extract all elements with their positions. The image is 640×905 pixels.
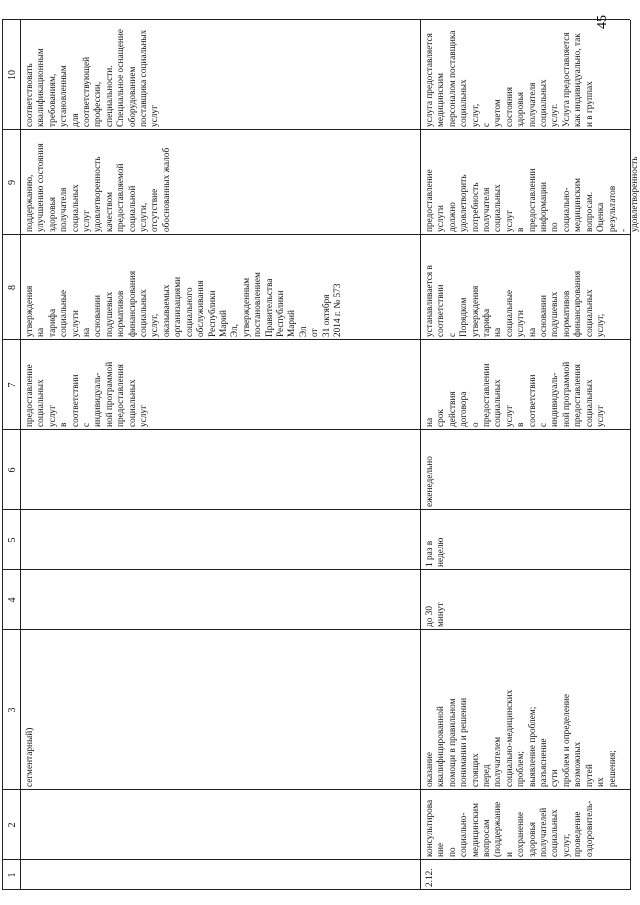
text-line: - xyxy=(618,228,629,232)
cont-col3-text xyxy=(25,728,36,787)
grid-vertical-line xyxy=(2,859,630,860)
text-line: услуг xyxy=(504,405,515,427)
text-line: состояния xyxy=(504,86,515,127)
text-line: соответствии xyxy=(70,374,81,427)
text-line: информации xyxy=(539,181,550,232)
text-line: услуг, xyxy=(150,313,161,337)
text-line: на xyxy=(36,327,47,337)
text-line: социальных xyxy=(139,289,150,337)
text-line: медицинским xyxy=(436,72,447,127)
text-line: профессии, xyxy=(93,81,104,127)
text-line: устанавливается в xyxy=(425,265,435,337)
text-line: нормативов xyxy=(561,290,572,337)
text-line: с xyxy=(447,332,458,337)
text-line: организациями xyxy=(173,276,184,337)
header-cell-6: 6 xyxy=(7,467,18,473)
text-line: утверждения xyxy=(25,285,35,337)
text-line: неделю xyxy=(436,537,447,567)
text-line: по xyxy=(550,222,561,232)
text-line: и в группах xyxy=(584,81,595,127)
text-line: соответствующей xyxy=(82,56,93,127)
text-line: по xyxy=(447,847,458,857)
text-line: социальных xyxy=(36,379,47,427)
text-line: финансирования xyxy=(127,270,138,337)
text-line: медицинским xyxy=(470,802,481,857)
text-line: социальных xyxy=(70,184,81,232)
text-line: учетом xyxy=(493,99,504,127)
text-line: персоналом поставщика xyxy=(447,30,458,127)
text-line: на xyxy=(425,417,435,427)
text-line: установленным xyxy=(59,65,70,127)
text-line: соответствии xyxy=(527,374,538,427)
text-line: до 30 xyxy=(425,606,435,627)
text-line: предоставление xyxy=(425,169,435,232)
page-number: 45 xyxy=(595,15,610,29)
text-line: предоставление xyxy=(25,364,35,427)
text-line: социального xyxy=(184,287,195,337)
row-col10-text xyxy=(425,31,596,127)
text-line: получателя xyxy=(59,187,70,232)
grid-horizontal-line xyxy=(2,20,3,890)
text-line: сегментарный) xyxy=(25,727,35,787)
row-col6-text xyxy=(425,456,436,507)
text-line: как индивидуально, так xyxy=(573,33,584,127)
text-line: срок xyxy=(436,409,447,427)
grid-vertical-line xyxy=(2,569,630,570)
text-line: Марий xyxy=(287,310,298,337)
grid-vertical-line xyxy=(2,889,630,890)
text-line: ние xyxy=(436,842,447,857)
text-line: удовлетворенность xyxy=(630,156,640,232)
text-line: с xyxy=(482,122,493,127)
text-line: социальной xyxy=(127,185,138,232)
text-line: предоставления xyxy=(573,364,584,427)
text-line: еженедельно xyxy=(425,456,435,507)
header-cell-4: 4 xyxy=(7,597,18,603)
grid-horizontal-line xyxy=(420,20,421,890)
text-line: Республики xyxy=(207,290,218,337)
header-cell-7: 7 xyxy=(7,382,18,388)
text-line: социальных xyxy=(127,379,138,427)
text-line: нормативов xyxy=(116,290,127,337)
text-line: результатов xyxy=(607,185,618,232)
text-line: удовлетворить xyxy=(459,174,470,232)
text-line: предоставляемой xyxy=(116,163,127,232)
text-line: ной программой xyxy=(561,361,572,427)
grid-vertical-line xyxy=(2,509,630,510)
text-line: удовлетворенность xyxy=(93,156,104,232)
text-line: для xyxy=(70,113,81,127)
text-line: услуг, xyxy=(596,313,607,337)
text-line: оздоровитель- xyxy=(584,800,595,857)
text-line: обслуживания xyxy=(196,280,207,337)
grid-horizontal-line xyxy=(20,20,21,890)
text-line: оборудованием xyxy=(127,66,138,127)
text-line: услуга предоставляется xyxy=(425,33,435,127)
text-line: здоровья xyxy=(527,821,538,857)
text-line: услуг, xyxy=(470,103,481,127)
text-line: улучшению состояния xyxy=(36,143,47,232)
text-line: 31 октября xyxy=(321,294,332,337)
text-line: основании xyxy=(93,295,104,337)
grid-vertical-line xyxy=(2,629,630,630)
text-line: Порядком xyxy=(459,297,470,337)
text-line: оказание xyxy=(425,751,435,787)
text-line: и xyxy=(504,852,515,857)
header-cell-1: 1 xyxy=(7,872,18,878)
text-line: услуги xyxy=(70,310,81,337)
text-line: услуг xyxy=(504,210,515,232)
text-line: социально- xyxy=(561,187,572,232)
text-line: Оценка xyxy=(596,202,607,232)
header-cell-8: 8 xyxy=(7,285,18,290)
text-line: с xyxy=(82,422,93,427)
text-line: тарифа xyxy=(482,308,493,337)
text-line: медицинским xyxy=(573,177,584,232)
text-line: 1 раз в xyxy=(425,540,435,567)
text-line: возможных xyxy=(573,741,584,787)
text-line: услуги, xyxy=(139,202,150,232)
text-line: в xyxy=(516,422,527,427)
text-line: основании xyxy=(539,295,550,337)
text-line: в xyxy=(516,227,527,232)
text-line: утвержденным xyxy=(241,277,252,337)
text-line: минут xyxy=(436,602,447,627)
text-line: проблем и определение xyxy=(561,693,572,787)
text-line: квалифицированной xyxy=(436,706,447,787)
text-line: требованиям, xyxy=(47,73,58,127)
cont-col8-text xyxy=(25,271,344,337)
cont-col7-text xyxy=(25,362,150,427)
text-line: Специальное оснащение xyxy=(116,29,127,127)
cont-col9-text xyxy=(25,143,173,232)
text-line: подушевых xyxy=(550,291,561,337)
text-line: специальности. xyxy=(104,65,115,127)
text-line: услуги xyxy=(516,310,527,337)
text-line: получателя xyxy=(527,82,538,127)
text-line: проведение xyxy=(573,811,584,857)
text-line: сохранение xyxy=(516,811,527,857)
text-line: постановлением xyxy=(253,272,264,337)
text-line: услуг, xyxy=(561,833,572,857)
text-line: отсутствие xyxy=(150,188,161,232)
text-line: услуг xyxy=(150,105,161,127)
text-line: подушевых xyxy=(104,291,115,337)
text-line: выявление проблем; xyxy=(527,706,538,787)
text-line: (поддержание xyxy=(493,801,504,857)
text-line: услуг xyxy=(596,405,607,427)
text-line: сути xyxy=(550,769,561,787)
text-line: квалификационным xyxy=(36,48,47,127)
text-line: поддержанию, xyxy=(25,174,35,232)
text-line: услуг xyxy=(82,210,93,232)
text-line: финансирования xyxy=(573,270,584,337)
text-line: помощи в правильном xyxy=(447,698,458,787)
text-line: социальных xyxy=(493,184,504,232)
text-line: стоящих xyxy=(470,753,481,787)
grid-vertical-line xyxy=(2,129,630,130)
text-line: соответствии xyxy=(436,284,447,337)
text-line: услуг xyxy=(47,405,58,427)
text-line: здоровья xyxy=(47,196,58,232)
grid-vertical-line xyxy=(2,339,630,340)
row-col4-text xyxy=(425,602,448,627)
text-line: обоснованных жалоб xyxy=(161,147,172,232)
grid-vertical-line xyxy=(2,19,630,20)
header-cell-5: 5 xyxy=(7,537,18,543)
text-line: социально- xyxy=(459,812,470,857)
text-line: Правительства xyxy=(264,278,275,337)
text-line: на xyxy=(493,327,504,337)
text-line: социально-медицинских xyxy=(504,689,515,787)
header-cell-2: 2 xyxy=(7,822,18,828)
text-line: Эл, xyxy=(230,324,241,337)
text-line: путей xyxy=(584,764,595,787)
row-col7-text xyxy=(425,362,608,427)
row-col5-text xyxy=(425,538,448,567)
text-line: качеством xyxy=(104,191,115,232)
text-line: от xyxy=(310,328,321,337)
text-line: социальных xyxy=(539,79,550,127)
text-line: Марий xyxy=(218,310,229,337)
text-line: в xyxy=(59,422,70,427)
text-line: услуг. xyxy=(550,103,561,127)
text-line: получателей xyxy=(539,807,550,857)
row-col8-text xyxy=(425,265,608,337)
text-line: предоставлении xyxy=(527,168,538,232)
row-col9-text xyxy=(425,156,640,232)
text-line: на xyxy=(82,327,93,337)
text-line: вопросам. xyxy=(584,191,595,232)
text-line: о xyxy=(470,422,481,427)
row-col3-text xyxy=(425,690,619,787)
text-line: социальных xyxy=(550,809,561,857)
text-line: вопросам xyxy=(482,819,493,857)
text-line: индивидуаль- xyxy=(550,372,561,427)
text-line: социальных xyxy=(584,289,595,337)
text-line: услуги xyxy=(436,205,447,232)
text-line: консультирова xyxy=(425,799,435,857)
text-line: их xyxy=(596,777,607,787)
text-line: потребность xyxy=(470,182,481,232)
text-line: ной программой xyxy=(104,361,115,427)
text-line: перед xyxy=(482,764,493,787)
text-line: Эл xyxy=(298,326,309,337)
row-number: 2.12. xyxy=(425,868,435,887)
grid-vertical-line xyxy=(2,789,630,790)
text-line: на xyxy=(527,327,538,337)
text-line: индивидуаль- xyxy=(93,372,104,427)
text-line: решения; xyxy=(607,750,618,787)
grid-vertical-line xyxy=(2,234,630,235)
row-col2-text xyxy=(425,800,596,857)
grid-horizontal-line xyxy=(630,20,631,890)
text-line: получателем xyxy=(493,736,504,787)
text-line: с xyxy=(539,422,550,427)
text-line: 2014 г. № 573 xyxy=(332,283,343,337)
text-line: утверждения xyxy=(470,285,481,337)
text-line: проблем; xyxy=(516,750,527,787)
text-line: получателя xyxy=(482,187,493,232)
text-line: действия xyxy=(447,391,458,427)
text-line: предоставлении xyxy=(482,363,493,427)
text-line: социальных xyxy=(584,379,595,427)
text-line: должно xyxy=(447,202,458,232)
grid-vertical-line xyxy=(2,429,630,430)
text-line: социальных xyxy=(459,79,470,127)
text-line: соответствовать xyxy=(25,63,35,127)
text-line: поставщика социальных xyxy=(139,29,150,127)
text-line: Услуга предоставляется xyxy=(561,32,572,127)
text-line: предоставления xyxy=(116,364,127,427)
text-line: услуг xyxy=(139,405,150,427)
text-line: социальные xyxy=(504,289,515,337)
text-line: разъяснение xyxy=(539,738,550,787)
text-line: тарифа xyxy=(47,308,58,337)
header-cell-10: 10 xyxy=(7,70,18,80)
text-line: социальных xyxy=(493,379,504,427)
header-cell-3: 3 xyxy=(7,707,18,713)
text-line: оказываемых xyxy=(161,284,172,337)
cont-col10-text xyxy=(25,29,162,127)
text-line: договора xyxy=(459,391,470,427)
text-line: социальные xyxy=(59,289,70,337)
text-line: здоровья xyxy=(516,91,527,127)
text-line: Республики xyxy=(275,290,286,337)
header-cell-9: 9 xyxy=(7,180,18,185)
text-line: понимании и решении xyxy=(459,697,470,787)
